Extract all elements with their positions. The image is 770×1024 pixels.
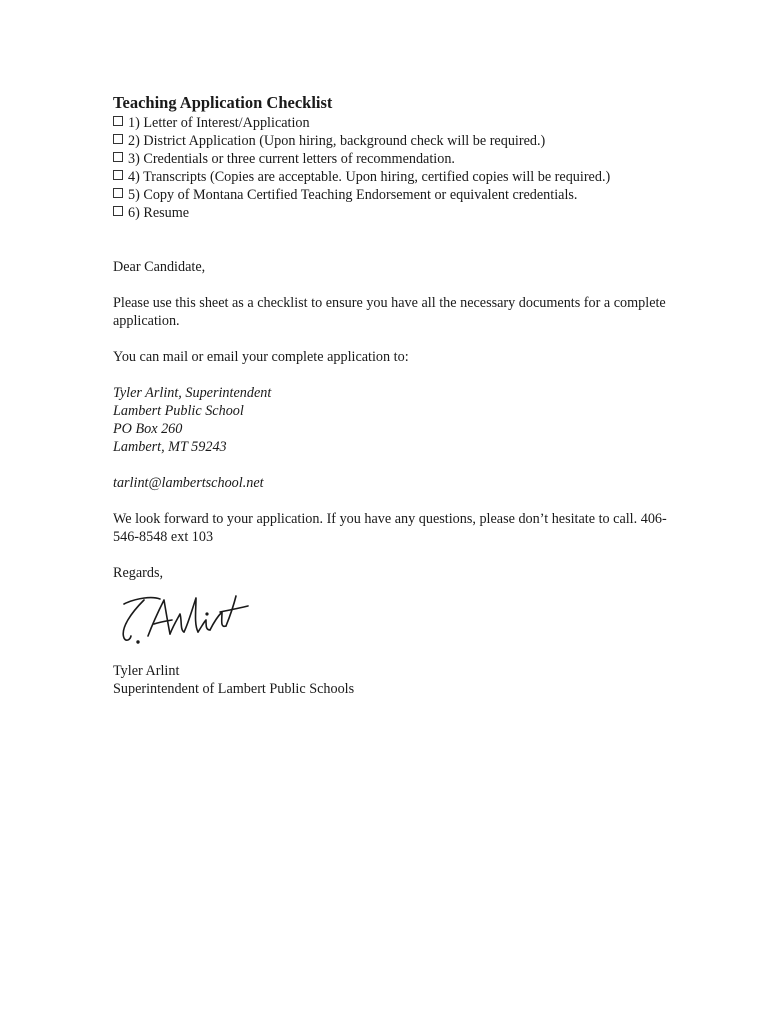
checklist-item-label: 5) Copy of Montana Certified Teaching Endorsement or equivalent credentials. (128, 187, 578, 203)
checkbox-icon[interactable] (113, 152, 123, 162)
checklist-item[interactable] (113, 186, 673, 204)
email-address[interactable]: tarlint@lambertschool.net (113, 475, 264, 491)
closing-paragraph: We look forward to your application. If you have any questions, please don’t hesitate to call. 406-546-8548 ext 103 (113, 511, 667, 545)
spacer (113, 456, 673, 474)
greeting: Dear Candidate, (113, 259, 206, 275)
checklist-item[interactable] (113, 150, 673, 168)
closing: Regards, (113, 565, 164, 581)
address-line: PO Box 260 (113, 421, 183, 437)
spacer (113, 492, 673, 510)
signer-name: Tyler Arlint (113, 663, 180, 679)
letter-page (113, 92, 673, 698)
signer-title: Superintendent of Lambert Public Schools (113, 681, 355, 697)
spacer (113, 546, 673, 564)
checklist-item-label: 4) Transcripts (Copies are acceptable. Upon hiring, certified copies will be required.) (128, 169, 611, 185)
spacer (113, 330, 673, 348)
spacer (113, 276, 673, 294)
address-line: Tyler Arlint, Superintendent (113, 385, 272, 401)
checkbox-icon[interactable] (113, 134, 123, 144)
checkbox-icon[interactable] (113, 188, 123, 198)
signature-icon (114, 590, 254, 650)
checklist-item[interactable] (113, 132, 673, 150)
mail-instructions: You can mail or email your complete application to: (113, 349, 409, 365)
checklist-item-label: 2) District Application (Upon hiring, background check will be required.) (128, 133, 546, 149)
checklist-item[interactable] (113, 114, 673, 132)
checklist (113, 114, 673, 222)
mailing-address (113, 384, 673, 456)
checklist-item-label: 1) Letter of Interest/Application (128, 115, 310, 131)
address-line: Lambert, MT 59243 (113, 439, 227, 455)
checklist-item-label: 6) Resume (128, 205, 190, 221)
intro-paragraph: Please use this sheet as a checklist to ensure you have all the necessary documents for a complete application. (113, 295, 666, 329)
checklist-item-label: 3) Credentials or three current letters of recommendation. (128, 151, 455, 167)
checklist-item[interactable] (113, 168, 673, 186)
address-line: Lambert Public School (113, 403, 244, 419)
page-title: Teaching Application Checklist (113, 93, 333, 112)
checklist-item[interactable] (113, 204, 673, 222)
spacer (113, 222, 673, 258)
checkbox-icon[interactable] (113, 170, 123, 180)
checkbox-icon[interactable] (113, 116, 123, 126)
checkbox-icon[interactable] (113, 206, 123, 216)
spacer (113, 366, 673, 384)
